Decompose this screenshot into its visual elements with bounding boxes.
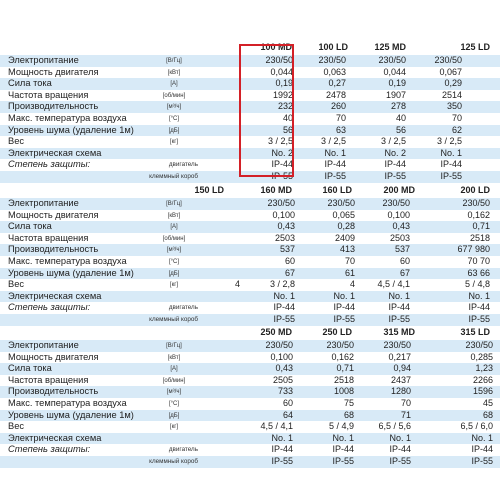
value-cell: IP-55 — [384, 170, 406, 181]
value-cell: No. 2 — [271, 147, 293, 158]
row-unit: [В/Гц] — [166, 343, 182, 349]
spec-table-1 — [0, 40, 500, 183]
row-label: Степень защиты: — [8, 302, 91, 313]
row-label: Степень защиты: — [8, 444, 91, 455]
value-cell: 4 — [234, 279, 240, 290]
value-cell: 413 — [339, 244, 355, 255]
value-cell: 3 / 2,5 — [320, 136, 346, 147]
value-cell: 0,067 — [439, 66, 462, 77]
row-unit: клеммный короб — [149, 457, 198, 465]
value-cell: No. 1 — [271, 432, 293, 443]
column-header: 100 LD — [318, 42, 348, 52]
value-cell: 230/50 — [462, 198, 490, 208]
value-cell: 1596 — [472, 386, 493, 397]
row-unit: [м³/ч] — [166, 104, 182, 111]
row-unit: [В/Гц] — [166, 201, 182, 207]
value-cell: 0,94 — [393, 363, 411, 374]
value-cell: 75 — [343, 397, 354, 408]
table-row — [0, 410, 500, 422]
column-header: 125 MD — [374, 42, 406, 52]
table-row — [0, 171, 500, 183]
table-row — [0, 363, 500, 375]
value-cell: 0,162 — [331, 351, 354, 362]
row-label: Макс. температура воздуха — [8, 255, 127, 266]
value-cell: IP-55 — [440, 170, 462, 181]
value-cell: 0,71 — [472, 221, 490, 232]
value-cell: IP-55 — [271, 455, 293, 466]
value-cell: IP-44 — [468, 302, 490, 313]
value-cell: 60 — [399, 255, 410, 266]
row-label: Сила тока — [8, 363, 52, 374]
row-label: Частота вращения — [8, 232, 89, 243]
row-label: Электропитание — [8, 340, 79, 350]
column-header: 315 MD — [383, 327, 415, 337]
value-cell: IP-44 — [384, 159, 406, 170]
row-label: Мощность двигателя — [8, 66, 99, 77]
table-row — [0, 398, 500, 410]
row-unit: двигатель — [168, 304, 198, 312]
table-header — [0, 40, 500, 55]
column-header: 200 LD — [460, 185, 490, 195]
value-cell: 61 — [344, 267, 355, 278]
value-cell: IP-44 — [440, 159, 462, 170]
value-cell: 677 980 — [457, 244, 490, 255]
value-cell: IP-55 — [468, 313, 490, 324]
row-unit: [м³/ч] — [166, 247, 182, 254]
value-cell: 537 — [394, 244, 410, 255]
value-cell: 230/50 — [267, 198, 295, 208]
value-cell: 2503 — [389, 232, 410, 243]
value-cell: 0,100 — [272, 209, 295, 220]
value-cell: 230/50 — [465, 340, 493, 350]
value-cell: IP-44 — [324, 159, 346, 170]
table-row — [0, 198, 500, 210]
value-cell: 0,27 — [328, 78, 346, 89]
value-cell: IP-55 — [471, 455, 493, 466]
row-label: Производительность — [8, 101, 99, 112]
spec-table-3 — [0, 325, 500, 468]
value-cell: 0,43 — [275, 363, 293, 374]
value-cell: IP-44 — [271, 444, 293, 455]
value-cell: 4,5 / 4,1 — [260, 421, 293, 432]
value-cell: 60 — [282, 397, 293, 408]
row-unit: [кВт] — [167, 212, 181, 219]
value-cell: IP-55 — [271, 170, 293, 181]
value-cell: 230/50 — [265, 55, 293, 65]
row-unit: [кВт] — [167, 354, 181, 361]
row-label: Уровень шума (удаление 1м) — [8, 267, 134, 278]
value-cell: 230/50 — [327, 198, 355, 208]
value-cell: 230/50 — [434, 55, 462, 65]
value-cell: No. 1 — [273, 290, 295, 301]
table-row — [0, 456, 500, 468]
value-cell: IP-44 — [332, 444, 354, 455]
value-cell: 0,063 — [323, 66, 346, 77]
table-row — [0, 421, 500, 433]
value-cell: 3 / 2,5 — [380, 136, 406, 147]
row-label: Макс. температура воздуха — [8, 112, 127, 123]
table-row — [0, 340, 500, 352]
value-cell: 3 / 2,5 — [436, 136, 462, 147]
row-unit: [В/Гц] — [166, 58, 182, 64]
row-unit: [дБ] — [168, 127, 180, 134]
column-header: 100 MD — [260, 42, 292, 52]
value-cell: 3 / 2,8 — [269, 279, 295, 290]
row-label: Сила тока — [8, 78, 52, 89]
row-label: Производительность — [8, 244, 99, 255]
table-row — [0, 352, 500, 364]
value-cell: 0,29 — [444, 78, 462, 89]
table-header — [0, 325, 500, 340]
value-cell: 0,19 — [275, 78, 293, 89]
table-row — [0, 101, 500, 113]
value-cell: 68 — [343, 409, 354, 420]
value-cell: 232 — [277, 101, 293, 112]
row-label: Сила тока — [8, 221, 52, 232]
value-cell: 70 — [400, 397, 411, 408]
table-header — [0, 183, 500, 198]
row-label: Макс. температура воздуха — [8, 397, 127, 408]
row-unit: [кВт] — [167, 69, 181, 76]
row-unit: [°C] — [168, 258, 180, 265]
row-label: Мощность двигателя — [8, 209, 99, 220]
row-unit: [A] — [170, 224, 178, 231]
value-cell: 350 — [446, 101, 462, 112]
value-cell: 60 — [284, 255, 295, 266]
value-cell: 40 — [282, 112, 293, 123]
table-row — [0, 314, 500, 326]
table-row — [0, 302, 500, 314]
row-label: Вес — [8, 136, 25, 147]
value-cell: IP-44 — [271, 159, 293, 170]
value-cell: No. 1 — [468, 290, 490, 301]
table-row — [0, 136, 500, 148]
value-cell: IP-44 — [389, 444, 411, 455]
value-cell: 0,43 — [277, 221, 295, 232]
value-cell: 230/50 — [265, 340, 293, 350]
value-cell: 67 — [399, 267, 410, 278]
value-cell: 0,217 — [388, 351, 411, 362]
value-cell: IP-44 — [273, 302, 295, 313]
value-cell: 70 70 — [467, 255, 490, 266]
value-cell: 230/50 — [383, 340, 411, 350]
row-unit: [A] — [170, 81, 178, 88]
value-cell: 71 — [400, 409, 411, 420]
value-cell: 2437 — [390, 374, 411, 385]
row-label: Вес — [8, 279, 25, 290]
value-cell: No. 1 — [388, 290, 410, 301]
table-row — [0, 159, 500, 171]
value-cell: 260 — [330, 101, 346, 112]
row-label: Электрическая схема — [8, 147, 102, 158]
value-cell: No. 1 — [324, 147, 346, 158]
value-cell: No. 1 — [332, 432, 354, 443]
value-cell: 2266 — [472, 374, 493, 385]
value-cell: 6,5 / 6,0 — [460, 421, 493, 432]
value-cell: 63 66 — [467, 267, 490, 278]
row-unit: [об/мин] — [162, 92, 186, 99]
value-cell: 230/50 — [378, 55, 406, 65]
value-cell: No. 1 — [333, 290, 355, 301]
value-cell: 70 — [335, 112, 346, 123]
value-cell: 62 — [451, 124, 462, 135]
row-label: Производительность — [8, 386, 99, 397]
value-cell: 0,28 — [337, 221, 355, 232]
row-unit: двигатель — [168, 161, 198, 169]
value-cell: IP-55 — [273, 313, 295, 324]
column-header: 315 LD — [460, 327, 490, 337]
value-cell: 0,044 — [383, 66, 406, 77]
value-cell: 0,43 — [392, 221, 410, 232]
column-header: 250 MD — [260, 327, 292, 337]
row-unit: [об/мин] — [162, 235, 186, 242]
column-header: 160 MD — [260, 185, 292, 195]
value-cell: IP-44 — [388, 302, 410, 313]
spec-table-2 — [0, 183, 500, 326]
table-row — [0, 268, 500, 280]
value-cell: 230/50 — [326, 340, 354, 350]
table-row — [0, 90, 500, 102]
row-unit: [°C] — [168, 115, 180, 122]
value-cell: No. 1 — [471, 432, 493, 443]
table-row — [0, 291, 500, 303]
value-cell: 5 / 4,9 — [328, 421, 354, 432]
value-cell: 45 — [482, 397, 493, 408]
row-unit: клеммный короб — [149, 315, 198, 323]
row-label: Степень защиты: — [8, 159, 91, 170]
row-unit: клеммный короб — [149, 172, 198, 180]
row-unit: [дБ] — [168, 412, 180, 419]
row-unit: [кг] — [169, 424, 179, 431]
value-cell: 4,5 / 4,1 — [377, 279, 410, 290]
value-cell: 2518 — [469, 232, 490, 243]
value-cell: 0,71 — [336, 363, 354, 374]
row-unit: [кг] — [169, 139, 179, 146]
row-unit: [кг] — [169, 282, 179, 289]
value-cell: 1992 — [272, 89, 293, 100]
value-cell: 230/50 — [382, 198, 410, 208]
value-cell: 230/50 — [318, 55, 346, 65]
value-cell: No. 1 — [440, 147, 462, 158]
value-cell: 6,5 / 5,6 — [378, 421, 411, 432]
table-row — [0, 210, 500, 222]
column-header: 160 LD — [322, 185, 352, 195]
value-cell: IP-55 — [388, 313, 410, 324]
value-cell: 2505 — [272, 374, 293, 385]
row-label: Электропитание — [8, 198, 79, 208]
value-cell: 68 — [482, 409, 493, 420]
value-cell: 2478 — [325, 89, 346, 100]
table-row — [0, 78, 500, 90]
value-cell: 1280 — [390, 386, 411, 397]
table-row — [0, 256, 500, 268]
value-cell: 56 — [282, 124, 293, 135]
row-unit: [°C] — [168, 400, 180, 407]
value-cell: 0,285 — [470, 351, 493, 362]
table-row — [0, 279, 500, 291]
value-cell: No. 2 — [384, 147, 406, 158]
value-cell: No. 1 — [389, 432, 411, 443]
value-cell: 70 — [451, 112, 462, 123]
row-unit: двигатель — [168, 446, 198, 454]
table-row — [0, 113, 500, 125]
row-label: Уровень шума (удаление 1м) — [8, 409, 134, 420]
row-unit: [об/мин] — [162, 377, 186, 384]
value-cell: 40 — [395, 112, 406, 123]
value-cell: IP-44 — [471, 444, 493, 455]
table-row — [0, 386, 500, 398]
value-cell: 0,100 — [270, 351, 293, 362]
table-row — [0, 125, 500, 137]
row-unit: [A] — [170, 366, 178, 373]
value-cell: 2503 — [274, 232, 295, 243]
value-cell: 2514 — [441, 89, 462, 100]
column-header: 125 LD — [460, 42, 490, 52]
table-row — [0, 244, 500, 256]
value-cell: 70 — [344, 255, 355, 266]
row-label: Уровень шума (удаление 1м) — [8, 124, 134, 135]
value-cell: 733 — [277, 386, 293, 397]
table-row — [0, 221, 500, 233]
value-cell: 278 — [390, 101, 406, 112]
table-row — [0, 375, 500, 387]
row-label: Электропитание — [8, 55, 79, 65]
value-cell: 56 — [395, 124, 406, 135]
value-cell: 0,162 — [467, 209, 490, 220]
table-row — [0, 444, 500, 456]
value-cell: 4 — [349, 279, 355, 290]
value-cell: 537 — [279, 244, 295, 255]
value-cell: 67 — [284, 267, 295, 278]
row-label: Мощность двигателя — [8, 351, 99, 362]
value-cell: 2518 — [333, 374, 354, 385]
value-cell: 64 — [282, 409, 293, 420]
column-header: 150 LD — [194, 185, 224, 195]
row-label: Частота вращения — [8, 89, 89, 100]
value-cell: 1907 — [385, 89, 406, 100]
value-cell: 63 — [335, 124, 346, 135]
value-cell: 3 / 2,5 — [267, 136, 293, 147]
column-header: 200 MD — [383, 185, 415, 195]
value-cell: 1008 — [333, 386, 354, 397]
row-label: Электрическая схема — [8, 290, 102, 301]
value-cell: IP-55 — [389, 455, 411, 466]
value-cell: 0,100 — [387, 209, 410, 220]
row-label: Частота вращения — [8, 374, 89, 385]
value-cell: 0,19 — [388, 78, 406, 89]
value-cell: 0,044 — [270, 66, 293, 77]
value-cell: 0,065 — [332, 209, 355, 220]
row-unit: [дБ] — [168, 270, 180, 277]
value-cell: IP-55 — [324, 170, 346, 181]
value-cell: 1,23 — [475, 363, 493, 374]
row-label: Электрическая схема — [8, 432, 102, 443]
table-row — [0, 67, 500, 79]
value-cell: 2409 — [334, 232, 355, 243]
table-row — [0, 433, 500, 445]
table-row — [0, 233, 500, 245]
value-cell: IP-44 — [333, 302, 355, 313]
value-cell: IP-55 — [333, 313, 355, 324]
table-row — [0, 148, 500, 160]
table-row — [0, 55, 500, 67]
column-header: 250 LD — [322, 327, 352, 337]
row-unit: [м³/ч] — [166, 389, 182, 396]
value-cell: IP-55 — [332, 455, 354, 466]
row-label: Вес — [8, 421, 25, 432]
value-cell: 5 / 4,8 — [464, 279, 490, 290]
